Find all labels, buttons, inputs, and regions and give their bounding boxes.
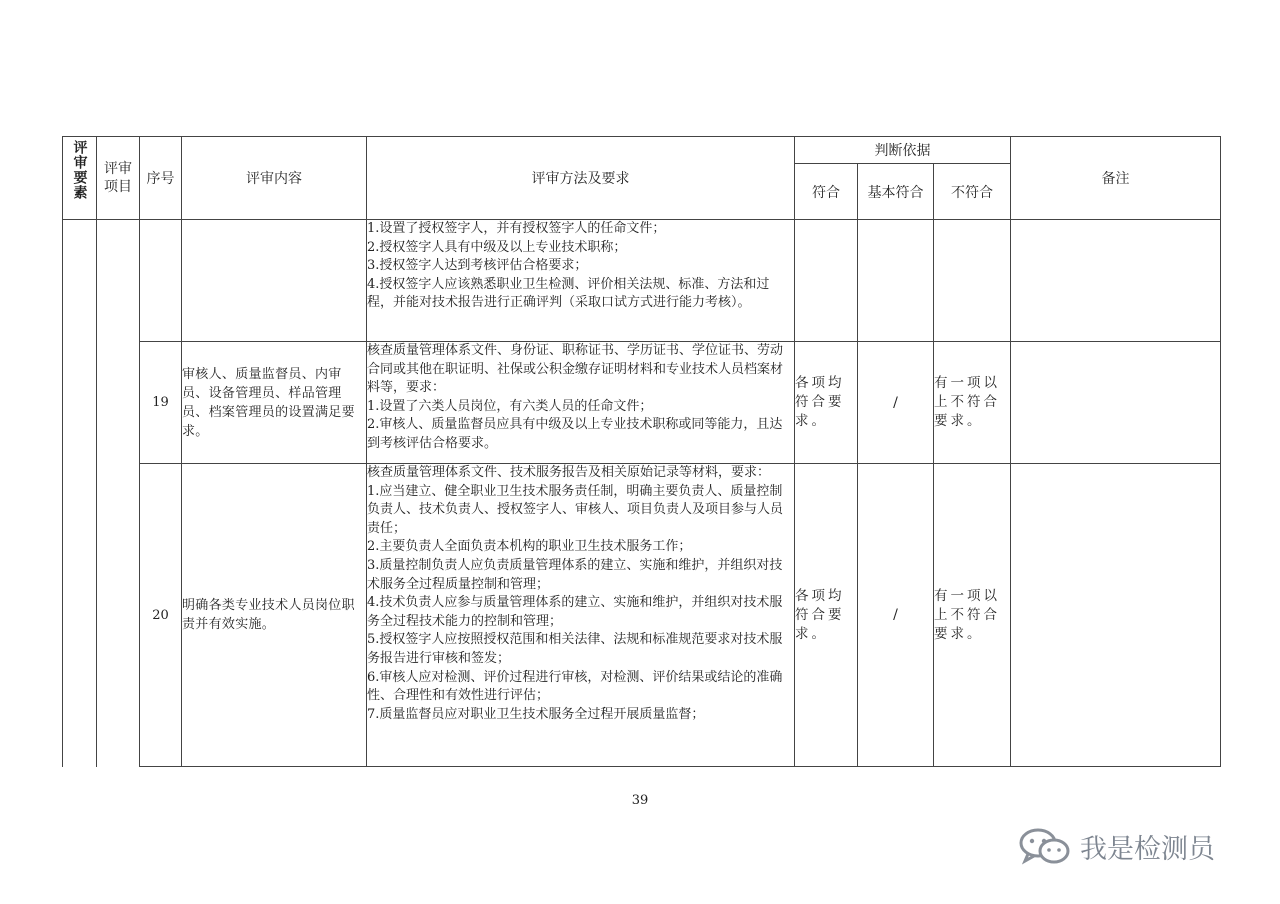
method-line: 2.主要负责人全面负责本机构的职业卫生技术服务工作； bbox=[367, 539, 692, 555]
method-cell bbox=[367, 464, 795, 767]
content-cell: 审核人、质量监督员、内审员、设备管理员、样品管理员、档案管理员的设置满足要求。 bbox=[182, 342, 367, 464]
header-method: 评审方法及要求 bbox=[367, 137, 795, 220]
watermark-text: 我是检测员 bbox=[1080, 833, 1215, 865]
header-comply: 符合 bbox=[795, 164, 858, 220]
method-cell bbox=[367, 342, 795, 464]
element-cell bbox=[63, 220, 97, 767]
method-line: 7.质量监督员应对职业卫生技术服务全过程开展质量监督； bbox=[367, 706, 705, 722]
content-cell: 明确各类专业技术人员岗位职责并有效实施。 bbox=[182, 464, 367, 767]
seq-cell: 19 bbox=[140, 342, 182, 464]
header-row-1 bbox=[63, 137, 1221, 164]
method-line: 5.授权签字人应按照授权范围和相关法律、法规和标准规范要求对技术服务报告进行审核和签发； bbox=[367, 632, 783, 666]
header-element: 评审要素 bbox=[63, 137, 97, 220]
method-line: 2.授权签字人具有中级及以上专业技术职称； bbox=[367, 239, 627, 255]
method-line: 1.设置了六类人员岗位，有六类人员的任命文件； bbox=[367, 398, 653, 414]
remark-cell bbox=[1011, 220, 1221, 342]
seq-cell: 20 bbox=[140, 464, 182, 767]
table-row bbox=[63, 464, 1221, 767]
non-comply-cell: 有一项以上不符合要求。 bbox=[934, 342, 1011, 464]
table-row bbox=[63, 342, 1221, 464]
remark-cell bbox=[1011, 464, 1221, 767]
method-line: 核查质量管理体系文件、身份证、职称证书、学历证书、学位证书、劳动合同或其他在职证明、社保或公积金缴存证明材料和专业技术人员档案材料等，要求： bbox=[367, 343, 784, 396]
header-basis: 判断依据 bbox=[795, 137, 1011, 164]
method-line: 4.技术负责人应参与质量管理体系的建立、实施和维护，并组织对技术服务全过程技术能力的控制和管理； bbox=[367, 595, 783, 629]
method-line: 1.应当建立、健全职业卫生技术服务责任制，明确主要负责人、质量控制负责人、技术负责人、授权签字人、审核人、项目负责人及项目参与人员责任； bbox=[367, 483, 784, 536]
review-table bbox=[62, 136, 1221, 767]
basic-comply-cell: / bbox=[858, 464, 934, 767]
method-line: 核查质量管理体系文件、技术服务报告及相关原始记录等材料，要求： bbox=[367, 465, 771, 480]
content-cell bbox=[182, 220, 367, 342]
basic-comply-cell bbox=[858, 220, 934, 342]
header-item-text: 评审项目 bbox=[104, 161, 132, 195]
item-cell bbox=[97, 220, 140, 767]
method-line: 2.审核人、质量监督员应具有中级及以上专业技术职称或同等能力，且达到考核评估合格要求。 bbox=[367, 417, 783, 451]
method-line: 3.质量控制负责人应负责质量管理体系的建立、实施和维护，并组织对技术服务全过程质量控制和管理； bbox=[367, 557, 783, 592]
header-basic-comply: 基本符合 bbox=[858, 164, 934, 220]
remark-cell bbox=[1011, 342, 1221, 464]
non-comply-cell: 有一项以上不符合要求。 bbox=[934, 464, 1011, 767]
wechat-logo-icon bbox=[1016, 826, 1074, 866]
page-number: 39 bbox=[631, 793, 649, 808]
method-line: 4.授权签字人应该熟悉职业卫生检测、评价相关法规、标准、方法和过程，并能对技术报告进行正确评判（采取口试方式进行能力考核）。 bbox=[367, 276, 770, 311]
non-comply-cell bbox=[934, 220, 1011, 342]
seq-cell bbox=[140, 220, 182, 342]
comply-cell: 各项均符合要求。 bbox=[795, 342, 858, 464]
table-row bbox=[63, 220, 1221, 342]
method-line: 3.授权签字人达到考核评估合格要求； bbox=[367, 258, 588, 274]
method-line: 1.设置了授权签字人，并有授权签字人的任命文件； bbox=[367, 221, 666, 236]
header-remark: 备注 bbox=[1011, 137, 1221, 220]
method-line: 6.审核人应对检测、评价过程进行审核，对检测、评价结果或结论的准确性、合理性和有效性进行评估； bbox=[367, 669, 783, 704]
header-non-comply: 不符合 bbox=[934, 164, 1011, 220]
method-cell bbox=[367, 220, 795, 342]
basic-comply-cell: / bbox=[858, 342, 934, 464]
comply-cell bbox=[795, 220, 858, 342]
comply-cell: 各项均符合要求。 bbox=[795, 464, 858, 767]
watermark bbox=[1016, 826, 1215, 866]
header-item bbox=[97, 137, 140, 220]
header-content: 评审内容 bbox=[182, 137, 367, 220]
header-seq: 序号 bbox=[140, 137, 182, 220]
